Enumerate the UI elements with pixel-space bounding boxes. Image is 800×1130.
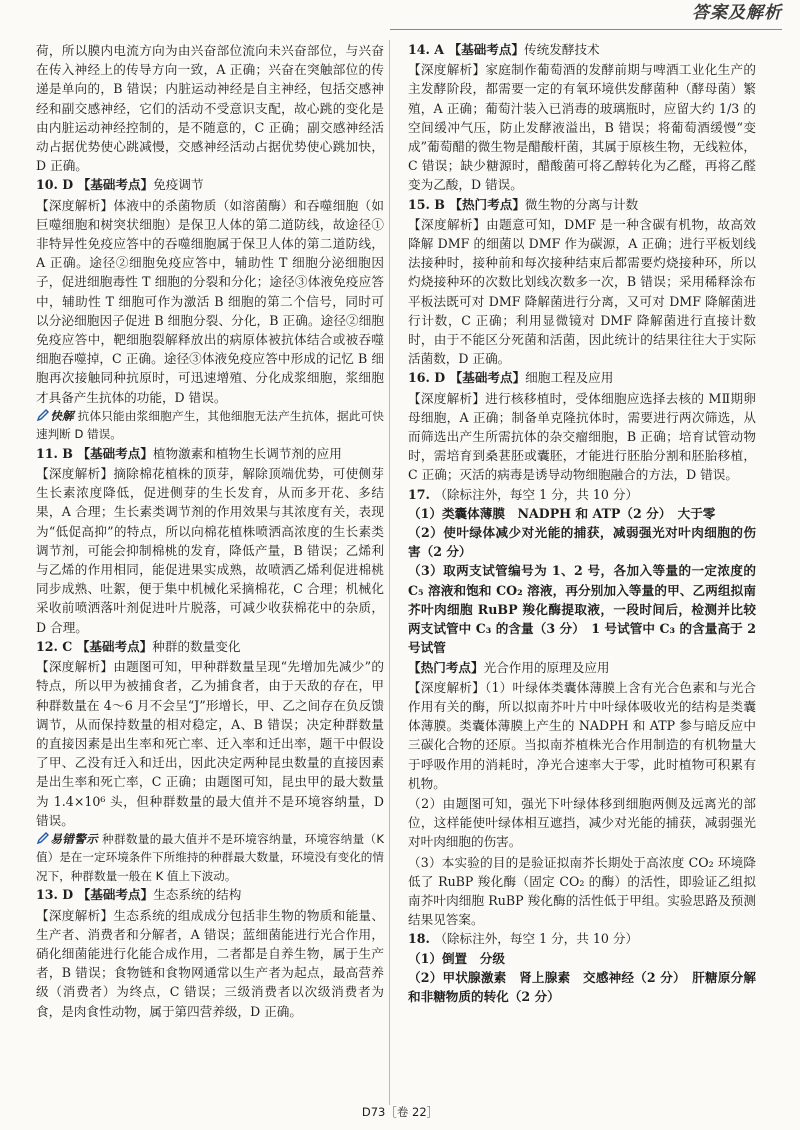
question-number: 10. D	[36, 177, 74, 193]
question-heading	[408, 40, 756, 59]
tip-label: 易错警示	[50, 831, 99, 846]
tip-text: 种群数量的最大值并不是环境容纳量，环境容纳量（K 值）是在一定环境条件下所维持的种群最大数量，环境没有变化的情况下，种群数量一般在 K 值上下波动。	[36, 831, 384, 883]
topic-title: 细胞工程及应用	[525, 370, 614, 386]
tip-text: 抗体只能由浆细胞产生，其他细胞无法产生抗体，据此可快速判断 D 错误。	[36, 408, 384, 442]
explanation-paragraph: （2）由题图可知，强光下叶绿体移到细胞两侧及远离光的部位，这样能使叶绿体相互遮挡，减少对光能的捕获，减弱强光对叶肉细胞的伤害。	[408, 795, 756, 850]
topic-tag: 【基础考点】	[77, 445, 153, 461]
question-heading	[36, 444, 384, 463]
topic-tag: 【基础考点】	[448, 42, 525, 57]
topic-title: 光合作用的原理及应用	[483, 659, 610, 675]
explanation-paragraph: 荷，所以膜内电流方向为由兴奋部位流向未兴奋部位，与兴奋在传入神经上的传导方向一致，A 正确；兴奋在突触部位的传递是单向的，B 错误；内脏运动神经是自主神经，包括交感神经和副交感神经，它们的活动不受意识支配，故心跳的变化是由内脏运动神经控制的，是不随意的，C 正确；副交感神经活动占据优势使心跳减慢，交感神经活动占据优势使心跳加快，D 正确。	[36, 43, 384, 174]
tip-label: 快解	[50, 408, 74, 423]
explanation-paragraph: （3）本实验的目的是验证拟南芥长期处于高浓度 CO₂ 环境降低了 RuBP 羧化酶（固定 CO₂ 的酶）的活性，即验证乙组拟南芥叶肉细胞 RuBP 羧化酶的活性低于甲组。实验思路及预测结果见答案。	[408, 854, 756, 928]
question-heading	[408, 658, 756, 677]
question-heading	[36, 637, 384, 656]
question-number: 16. D	[408, 370, 446, 386]
topic-tag: 【基础考点】	[77, 177, 154, 193]
explanation-paragraph: 【深度解析】摘除棉花植株的顶芽，解除顶端优势，可使侧芽生长素浓度降低，促进侧芽的生长发育，从而多开花、多结果，A 合理；生长素类调节剂的作用效果与其浓度有关，表现为“低促高抑”的特点，所以向棉花植株喷洒高浓度的生长素类调节剂，可能会抑制棉桃的发育，降低产量，B 错误；乙烯利与乙烯的作用相同，能促进果实成熟，故喷洒乙烯利促进棉桃同步成熟、吐絮，便于集中机械化采摘棉花，C 合理；机械化采收前喷洒落叶剂促进叶片脱落，可减少收获棉花中的杂质，D 合理。	[36, 466, 384, 635]
question-heading	[36, 175, 384, 194]
column-divider	[389, 40, 390, 1105]
explanation-paragraph: 【深度解析】体液中的杀菌物质（如溶菌酶）和吞噬细胞（如巨噬细胞和树突状细胞）是保卫人体的第二道防线，故途径①非特异性免疫应答中的吞噬细胞属于保卫人体的第二道防线，A 正确。途径②细胞免疫应答中，辅助性 T 细胞分泌细胞因子，促进细胞毒性 T 细胞的分裂和分化；途径③体液免疫应答中，辅助性 T 细胞可作为激活 B 细胞的第二个信号，同时可以分泌细胞因子促进 B 细胞分裂、分化，B 正确。途径②细胞免疫应答中，靶细胞裂解释放出的病原体被抗体结合或被吞噬细胞吞噬掉，C 正确。途径③体液免疫应答中形成的记忆 B 细胞再次接触同种抗原时，可迅速增殖、分化成浆细胞，浆细胞才具备产生抗体的功能，D 错误。	[36, 197, 384, 405]
question-number: 12. C	[36, 638, 73, 654]
question-heading	[408, 368, 756, 387]
tip-note	[36, 407, 384, 444]
explanation-paragraph: 【深度解析】进行核移植时，受体细胞应选择去核的 MⅡ期卵母细胞，A 正确；制备单克隆抗体时，需要进行两次筛选，从而筛选出产生所需抗体的杂交瘤细胞，B 正确；培育试管动物时，需培育到桑葚胚或囊胚，才能进行胚胎分割和胚胎移植，C 正确；灭活的病毒是诱导动物细胞融合的方法，D 错误。	[408, 390, 756, 483]
topic-tag: 【基础考点】	[77, 887, 154, 903]
topic-tag: 【基础考点】	[76, 638, 153, 654]
answer-line: （1）类囊体薄膜 NADPH 和 ATP（2 分） 大于零	[408, 505, 716, 521]
question-heading	[36, 885, 384, 904]
answer-line: （2）使叶绿体减少对光能的捕获，减弱强光对叶肉细胞的伤害（2 分）	[408, 525, 756, 560]
question-number: 13. D	[36, 887, 74, 903]
question-heading	[408, 485, 756, 504]
topic-title: 种群的数量变化	[152, 638, 241, 654]
topic-title: 免疫调节	[153, 177, 204, 193]
answer-line: （1）倒置 分级	[408, 950, 505, 966]
left-column	[36, 40, 384, 1102]
page-footer: D73［卷 22］	[361, 1104, 439, 1119]
pencil-icon	[36, 831, 50, 845]
question-number: 14. A	[408, 42, 445, 57]
question-heading	[408, 929, 756, 948]
topic-title: 传统发酵技术	[524, 42, 600, 57]
topic-title: 植物激素和植物生长调节剂的应用	[152, 445, 342, 461]
explanation-paragraph: 【深度解析】（1）叶绿体类囊体薄膜上含有光合色素和与光合作用有关的酶，所以拟南芥叶片中叶绿体吸收光的结构是类囊体薄膜。类囊体薄膜上产生的 NADPH 和 ATP 参与暗反应中三碳化合物的还原。当拟南芥植株光合作用制造的有机物量大于呼吸作用的消耗时，净光合速率大于零，此时植物可积累有机物。	[408, 679, 756, 791]
explanation-paragraph: 【深度解析】生态系统的组成成分包括非生物的物质和能量、生产者、消费者和分解者，A 错误；蓝细菌能进行光合作用，硝化细菌能进行化能合成作用，二者都是自养生物，属于生产者，B 错误；食物链和食物网通常以生产者为起点，最高营养级（消费者）为终点，C 错误；三级消费者以次级消费者为食，是肉食性动物，属于第四营养级，D 正确。	[36, 907, 384, 1019]
topic-title: 生态系统的结构	[153, 887, 242, 903]
explanation-paragraph: 【深度解析】由题意可知，DMF 是一种含碳有机物，故高效降解 DMF 的细菌以 DMF 作为碳源，A 正确；进行平板划线法接种时，接种前和每次接种结束后都需要灼烧接种环，所以灼烧接种环的次数比划线次数多一次，B 错误；采用稀释涂布平板法既可对 DMF 降解菌进行分离，又可对 DMF 降解菌进行计数，C 正确；利用显微镜对 DMF 降解菌进行直接计数时，由于不能区分死菌和活菌，因此统计的结果往往大于实际活菌数，D 正确。	[408, 216, 756, 367]
question-number: 11. B	[36, 445, 73, 461]
question-number: 17.	[408, 486, 430, 502]
question-heading	[408, 195, 756, 214]
answer-line: （2）甲状腺激素 肾上腺素 交感神经（2 分） 肝糖原分解和非糖物质的转化（2 分）	[408, 969, 756, 1004]
explanation-paragraph: 【深度解析】由题图可知，甲种群数量呈现“先增加先减少”的特点，所以甲为被捕食者，乙为捕食者，由于天敌的存在，甲种群数量在 4～6 月不会呈“J”形增长，甲、乙之间存在负反馈调节，从而保持数量的相对稳定，A、B 错误；决定种群数量的直接因素是出生率和死亡率、迁入率和迁出率，题干中假设了甲、乙没有迁入和迁出，因此决定两种昆虫数量的直接因素是出生率和死亡率，C 正确；由题图可知，昆虫甲的最大数量为 1.4×10⁶ 头，但种群数量的最大值并不是环境容纳量，D 错误。	[36, 659, 384, 828]
pencil-icon	[36, 408, 50, 422]
topic-tag: 【基础考点】	[449, 370, 526, 386]
answer-line: （3）取两支试管编号为 1、2 号，各加入等量的一定浓度的 C₅ 溶液和饱和 CO₂ 溶液，再分别加入等量的甲、乙两组拟南芥叶肉细胞 RuBP 羧化酶提取液，一段时间后，检测并比较两支试管中 C₃ 的含量（3 分） 1 号试管中 C₃ 的含量高于 2 号试管	[408, 563, 756, 656]
topic-tag: 【热门考点】	[449, 196, 525, 212]
right-column	[408, 40, 756, 1102]
topic-tag: 【热门考点】	[408, 659, 484, 675]
topic-title: （除标注外，每空 1 分，共 10 分）	[434, 486, 639, 502]
header-rule	[390, 29, 782, 30]
explanation-paragraph: 【深度解析】家庭制作葡萄酒的发酵前期与啤酒工业化生产的主发酵阶段，都需要一定的有氧环境供发酵菌种（酵母菌）繁殖，A 正确；葡萄汁装入已消毒的玻璃瓶时，应留大约 1/3 的空间缓冲气压，防止发酵液溢出，B 错误；将葡萄酒缓慢“变成”葡萄醋的微生物是醋酸杆菌，其属于原核生物，无线粒体，C 错误；缺少糖源时，醋酸菌可将乙醇转化为乙醛，再将乙醛变为乙酸，D 错误。	[408, 62, 756, 193]
question-number: 18.	[408, 931, 430, 947]
topic-title: （除标注外，每空 1 分，共 10 分）	[434, 931, 639, 947]
question-number: 15. B	[408, 196, 445, 212]
topic-title: 微生物的分离与计数	[524, 196, 639, 212]
tip-note	[36, 830, 384, 886]
page-header-title: 答案及解析	[692, 3, 782, 23]
